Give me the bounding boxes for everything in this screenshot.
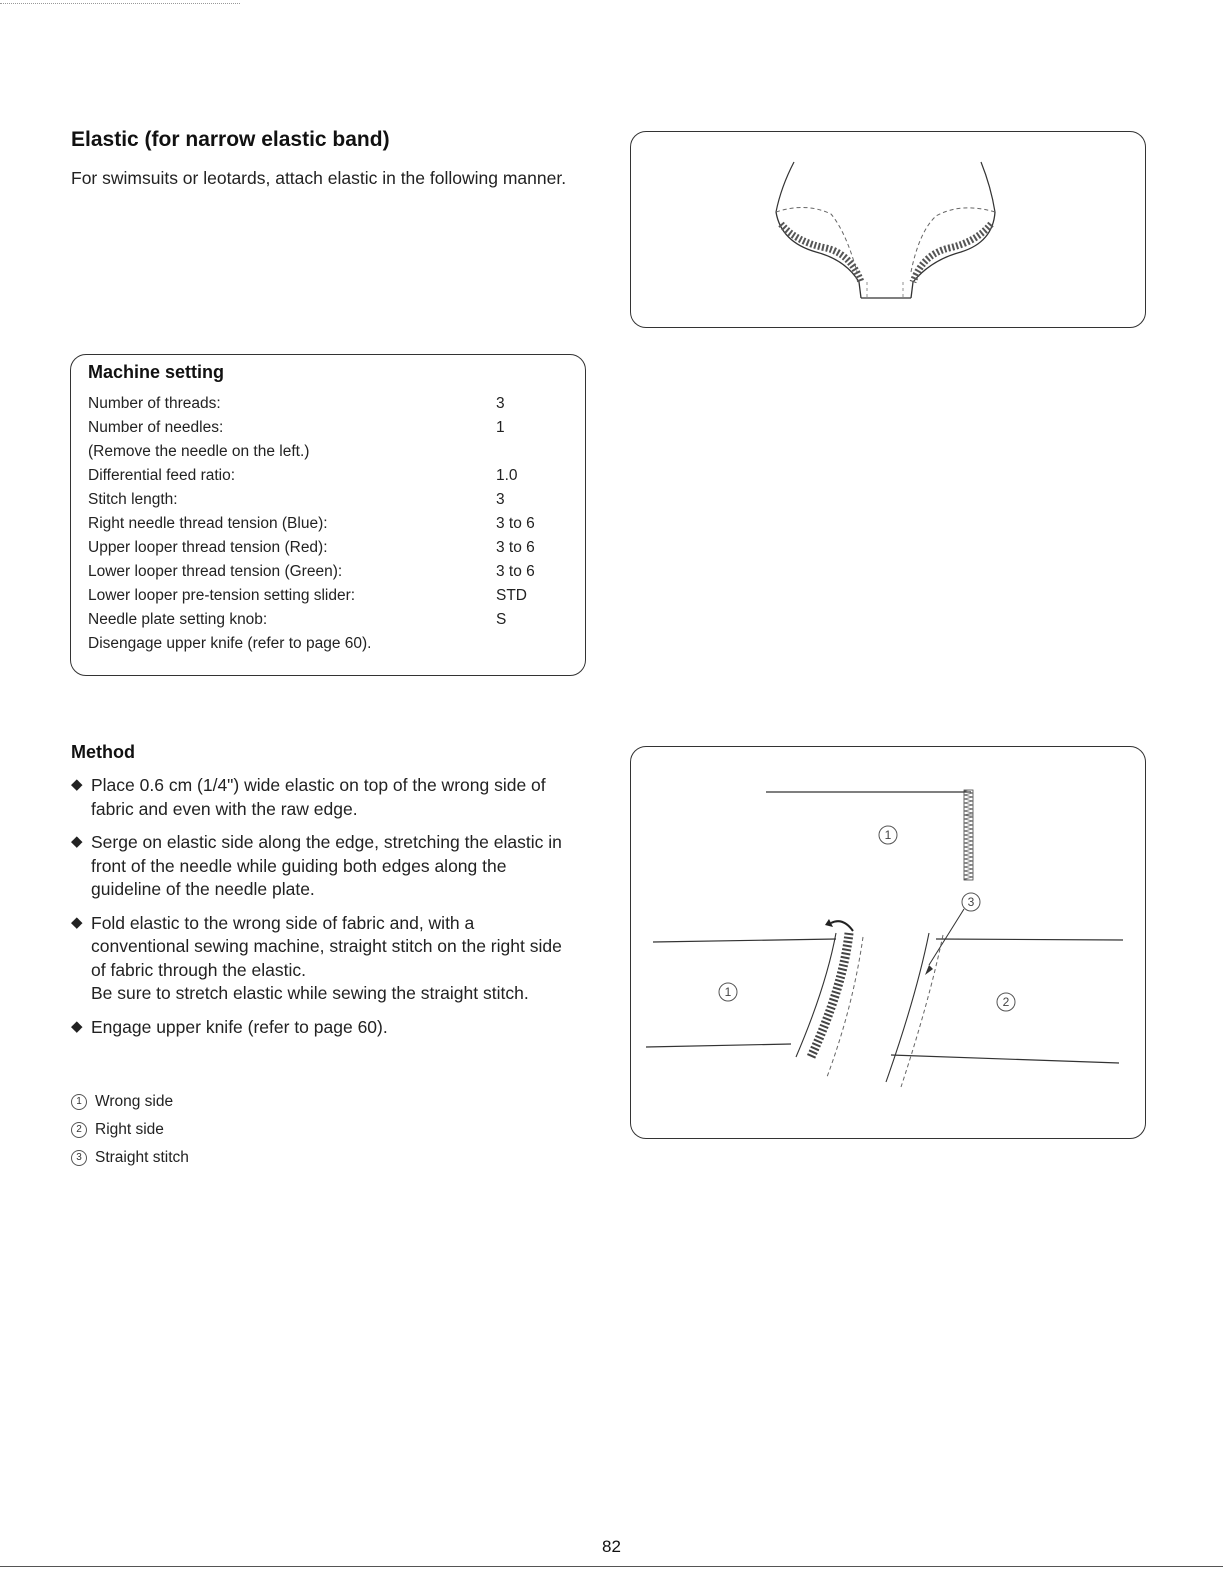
swimsuit-illustration: [630, 131, 1146, 328]
figure-legend: [71, 1088, 189, 1172]
setting-row: [88, 560, 576, 584]
intro-text: For swimsuits or leotards, attach elastic in the following manner.: [71, 168, 567, 188]
machine-setting-table: [88, 392, 576, 656]
elastic-fold-drawing: [631, 747, 1147, 1140]
method-step: [71, 831, 566, 902]
setting-label: Number of needles:: [88, 419, 224, 436]
setting-label: Upper looper thread tension (Red):: [88, 539, 328, 556]
setting-row: [88, 608, 576, 632]
elastic-fold-illustration: [630, 746, 1146, 1139]
setting-row: [88, 464, 576, 488]
setting-value: S: [496, 611, 507, 628]
setting-value: 1: [496, 419, 505, 436]
bottom-rule: [0, 1566, 1223, 1567]
legend-item: [71, 1144, 189, 1172]
setting-label: Disengage upper knife (refer to page 60).: [88, 635, 372, 652]
setting-value: 3: [496, 491, 505, 508]
setting-row: [88, 632, 576, 656]
setting-label: Lower looper pre-tension setting slider:: [88, 587, 356, 604]
legend-label: Wrong side: [95, 1093, 174, 1110]
diamond-bullet-icon: ◆: [71, 776, 83, 793]
method-step: [71, 774, 566, 821]
setting-value: 3 to 6: [496, 539, 535, 556]
swimsuit-drawing: [631, 132, 1147, 329]
setting-label: Lower looper thread tension (Green):: [88, 563, 343, 580]
setting-value: [496, 440, 576, 464]
legend-item: [71, 1116, 189, 1144]
method-title: Method: [71, 742, 135, 762]
section-title: Elastic (for narrow elastic band): [71, 128, 390, 151]
legend-item: [71, 1088, 189, 1116]
setting-row: [88, 584, 576, 608]
setting-row: [88, 512, 576, 536]
circled-number: 1: [71, 1094, 87, 1110]
setting-label: Stitch length:: [88, 491, 178, 508]
step-text: Serge on elastic side along the edge, stretching the elastic in front of the needle while guiding both edges along the guideline of the needle plate.: [91, 832, 562, 899]
setting-label: Needle plate setting knob:: [88, 611, 268, 628]
method-steps: [71, 774, 566, 1049]
callout-wrong-side-top: 1: [884, 828, 892, 842]
page-number: 82: [602, 1537, 621, 1556]
setting-value: 1.0: [496, 467, 518, 484]
legend-label: Right side: [95, 1121, 164, 1138]
setting-value: 3: [496, 395, 505, 412]
legend-label: Straight stitch: [95, 1149, 189, 1166]
machine-setting-title: Machine setting: [88, 362, 225, 382]
setting-label: (Remove the needle on the left.): [88, 443, 310, 460]
circled-number: 3: [71, 1150, 87, 1166]
setting-label: Right needle thread tension (Blue):: [88, 515, 328, 532]
setting-row: [88, 416, 576, 440]
setting-value: [496, 632, 576, 656]
step-text: Place 0.6 cm (1/4") wide elastic on top of the wrong side of fabric and even with the raw edge.: [91, 775, 546, 819]
step-text: Engage upper knife (refer to page 60).: [91, 1016, 388, 1037]
setting-value: 3 to 6: [496, 515, 535, 532]
method-step: [71, 1016, 566, 1040]
circled-number: 2: [71, 1122, 87, 1138]
diamond-bullet-icon: ◆: [71, 833, 83, 850]
diamond-bullet-icon: ◆: [71, 1017, 83, 1035]
top-dotted-rule: [0, 3, 240, 4]
setting-row: [88, 488, 576, 512]
setting-label: Differential feed ratio:: [88, 467, 236, 484]
step-text: Fold elastic to the wrong side of fabric and, with a conventional sewing machine, straight stitch on the right side of fabric through the elastic. Be sure to stretch elastic while sewing the straight stitch.: [91, 912, 562, 1003]
setting-row: [88, 392, 576, 416]
callout-straight-stitch: 3: [967, 895, 975, 909]
setting-row: [88, 440, 576, 464]
setting-row: [88, 536, 576, 560]
setting-value: STD: [496, 587, 527, 604]
setting-label: Number of threads:: [88, 395, 221, 412]
setting-value: 3 to 6: [496, 563, 535, 580]
diamond-bullet-icon: ◆: [71, 913, 83, 931]
method-step: [71, 912, 566, 1006]
callout-wrong-side-left: 1: [724, 985, 732, 999]
callout-right-side: 2: [1002, 995, 1010, 1009]
